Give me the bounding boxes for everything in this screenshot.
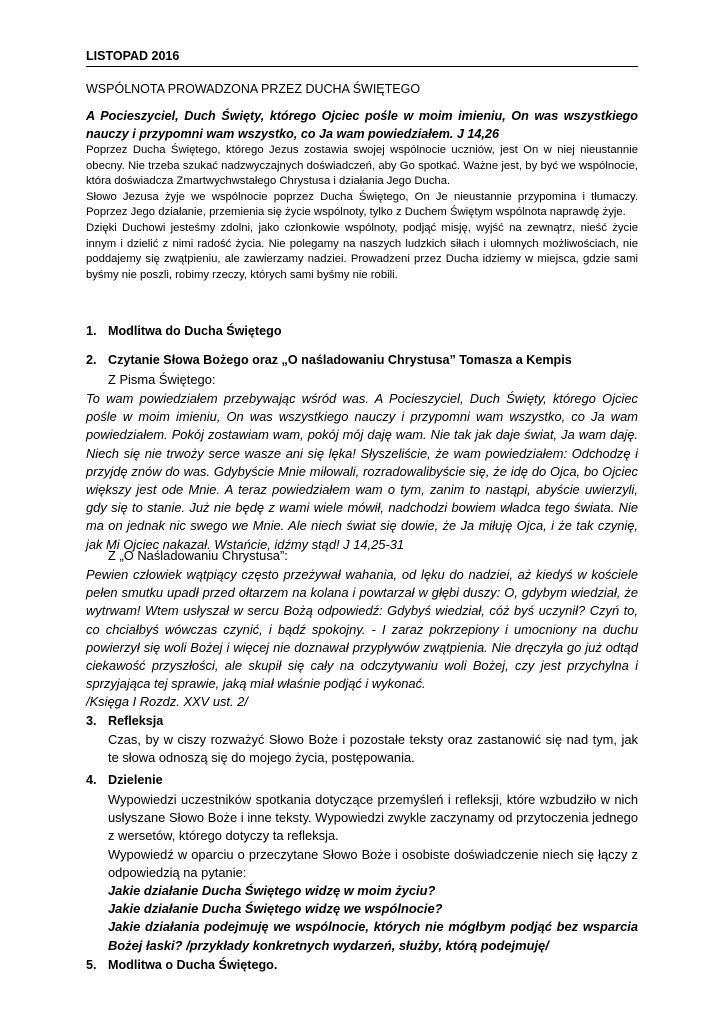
section-3-heading (86, 714, 163, 728)
sharing-question: Jakie działanie Ducha Świętego widzę we wspólnocie? (108, 901, 443, 917)
intro-paragraph: Dzięki Duchowi jesteśmy zdolni, jako członkowie wspólnoty, podjąć misję, wyjść na zewnątrz, nieść życie innym i dzielić z nimi radość życia. Nie polegamy na naszych ludzkich siłach i ułomnych możliwościach, nie poddajemy się zwątpieniu, ale zawierzamy nadziei. Prowadzeni przez Ducha idziemy w miejsca, gdzie sami byśmy nie poszli, robimy rzeczy, których sami byśmy nie robili. (86, 221, 638, 281)
section-5-heading (86, 958, 277, 972)
imitation-source: /Księga I Rozdz. XXV ust. 2/ (86, 694, 248, 710)
page-header: LISTOPAD 2016 (86, 49, 638, 67)
section-2-heading (86, 353, 572, 367)
section-1-heading (86, 324, 282, 338)
scripture-text: To wam powiedziałem przebywając wśród was. A Pocieszyciel, Duch Święty, którego Ojciec pośle w moim imieniu, On was wszystkiego nauczy i przypomni wam wszystko, co Ja wam powiedziałem. Pokój zostawiam wam, pokój mój daję wam. Nie tak jak daje świat, Ja wam daję. Niech się nie trwoży serce wasze ani się lęka! Słyszeliście, że wam powiedziałem: Odchodzę i przyjdę znów do was. Gdybyście Mnie miłowali, rozradowalibyście się, że idę do Ojca, bo Ojciec większy jest ode Mnie. A teraz powiedziałem wam o tym, zanim to nastąpi, abyście uwierzyli, gdy się to stanie. Już nie będę z wami wiele mówił, nadchodzi bowiem władca tego świata. Nie ma on jednak nic swego we Mnie. Ale niech świat się dowie, że Ja miłuję Ojca, i że tak czynię, jak Mi Ojciec nakazał. Wstańcie, idźmy stąd! J 14,25-31 (86, 391, 638, 552)
section-number: 1. (86, 324, 97, 338)
imitation-text (86, 566, 638, 712)
section-title: Modlitwa o Ducha Świętego. (108, 958, 278, 972)
sharing-paragraph: Wypowiedź w oparciu o przeczytane Słowo Boże i osobiste doświadczenie niech się łączy z odpowiedzią na pytanie: (108, 846, 638, 880)
section-4-heading (86, 773, 163, 787)
sharing-block (108, 791, 638, 955)
intro-text (86, 143, 638, 283)
intro-paragraph: Słowo Jezusa żyje we wspólnocie poprzez Ducha Świętego, On Je nieustannie przypomina i tłumaczy. Poprzez Jego działanie, przemienia się życie wspólnoty, tylko z Duchem Świętym wspólnota naprawdę żyje. (86, 190, 638, 219)
reflection-text: Czas, by w ciszy rozważyć Słowo Boże i pozostałe teksty oraz zastanowić się nad tym, jak te słowa odnoszą się do mojego życia, postępowania. (108, 732, 638, 766)
sharing-paragraph: Wypowiedzi uczestników spotkania dotyczące przemyśleń i refleksji, które wzbudziło w nich usłyszane Słowo Boże i inne teksty. Wypowiedzi zwykle zaczynamy od przytoczenia jednego z wersetów, którego dotyczy ta refleksja. (108, 792, 638, 844)
section-title: Modlitwa do Ducha Świętego (108, 324, 282, 338)
document-subtitle: WSPÓLNOTA PROWADZONA PRZEZ DUCHA ŚWIĘTEGO (86, 82, 421, 96)
section-title: Czytanie Słowa Bożego oraz „O naśladowaniu Chrystusa” Tomasza a Kempis (108, 353, 572, 367)
section-title: Dzielenie (108, 773, 163, 787)
section-number: 4. (86, 773, 97, 787)
scripture-label: Z Pisma Świętego: (108, 372, 216, 387)
motto-quote: A Pocieszyciel, Duch Święty, którego Ojciec pośle w moim imieniu, On was wszystkiego nauczy i przypomni wam wszystko, co Ja wam powiedziałem. J 14,26 (86, 109, 638, 141)
section-number: 3. (86, 714, 97, 728)
section-number: 2. (86, 353, 97, 367)
intro-paragraph: Poprzez Ducha Świętego, którego Jezus zostawia swojej wspólnocie uczniów, jest On w niej nieustannie obecny. Nie trzeba szukać nadzwyczajnych doświadczeń, aby Go spotkać. Ważne jest, by być we wspólnocie, która doświadcza Zmartwychwstałego Chrystusa i działania Jego Ducha. (86, 144, 638, 188)
section-title: Refleksja (108, 714, 164, 728)
sharing-question: Jakie działania podejmuję we wspólnocie, których nie mógłbym podjąć bez wsparcia Bożej łaski? /przykłady konkretnych wydarzeń, służby, którą podejmuję/ (108, 919, 638, 953)
imitation-paragraph: Pewien człowiek wątpiący często przeżywał wahania, od lęku do nadziei, aż kiedyś w kościele pełen smutku upadł przed ołtarzem na kolana i powtarzał w głębi duszy: O, gdybym wiedział, że wytrwam! Wtem usłyszał w sercu Bożą odpowiedź: Gdybyś wiedział, cóż byś uczynił? Czyń to, co chciałbyś wówczas czynić, i bądź spokojny. - I zaraz pokrzepiony i umocniony na duchu powierzył się woli Bożej i więcej nie doznawał przypływów zwątpienia. Nie dręczyła go już odtąd ciekawość przyszłości, ale skupił się cały na odczytywaniu woli Bożej, czy jest przychylna i sprzyjająca tej sprawie, jaką miał właśnie podjąć i wykonać. (86, 567, 638, 692)
section-number: 5. (86, 958, 97, 972)
imitation-label: Z „O Naśladowaniu Chrystusa”: (108, 548, 288, 563)
sharing-question: Jakie działanie Ducha Świętego widzę w moim życiu? (108, 883, 436, 899)
